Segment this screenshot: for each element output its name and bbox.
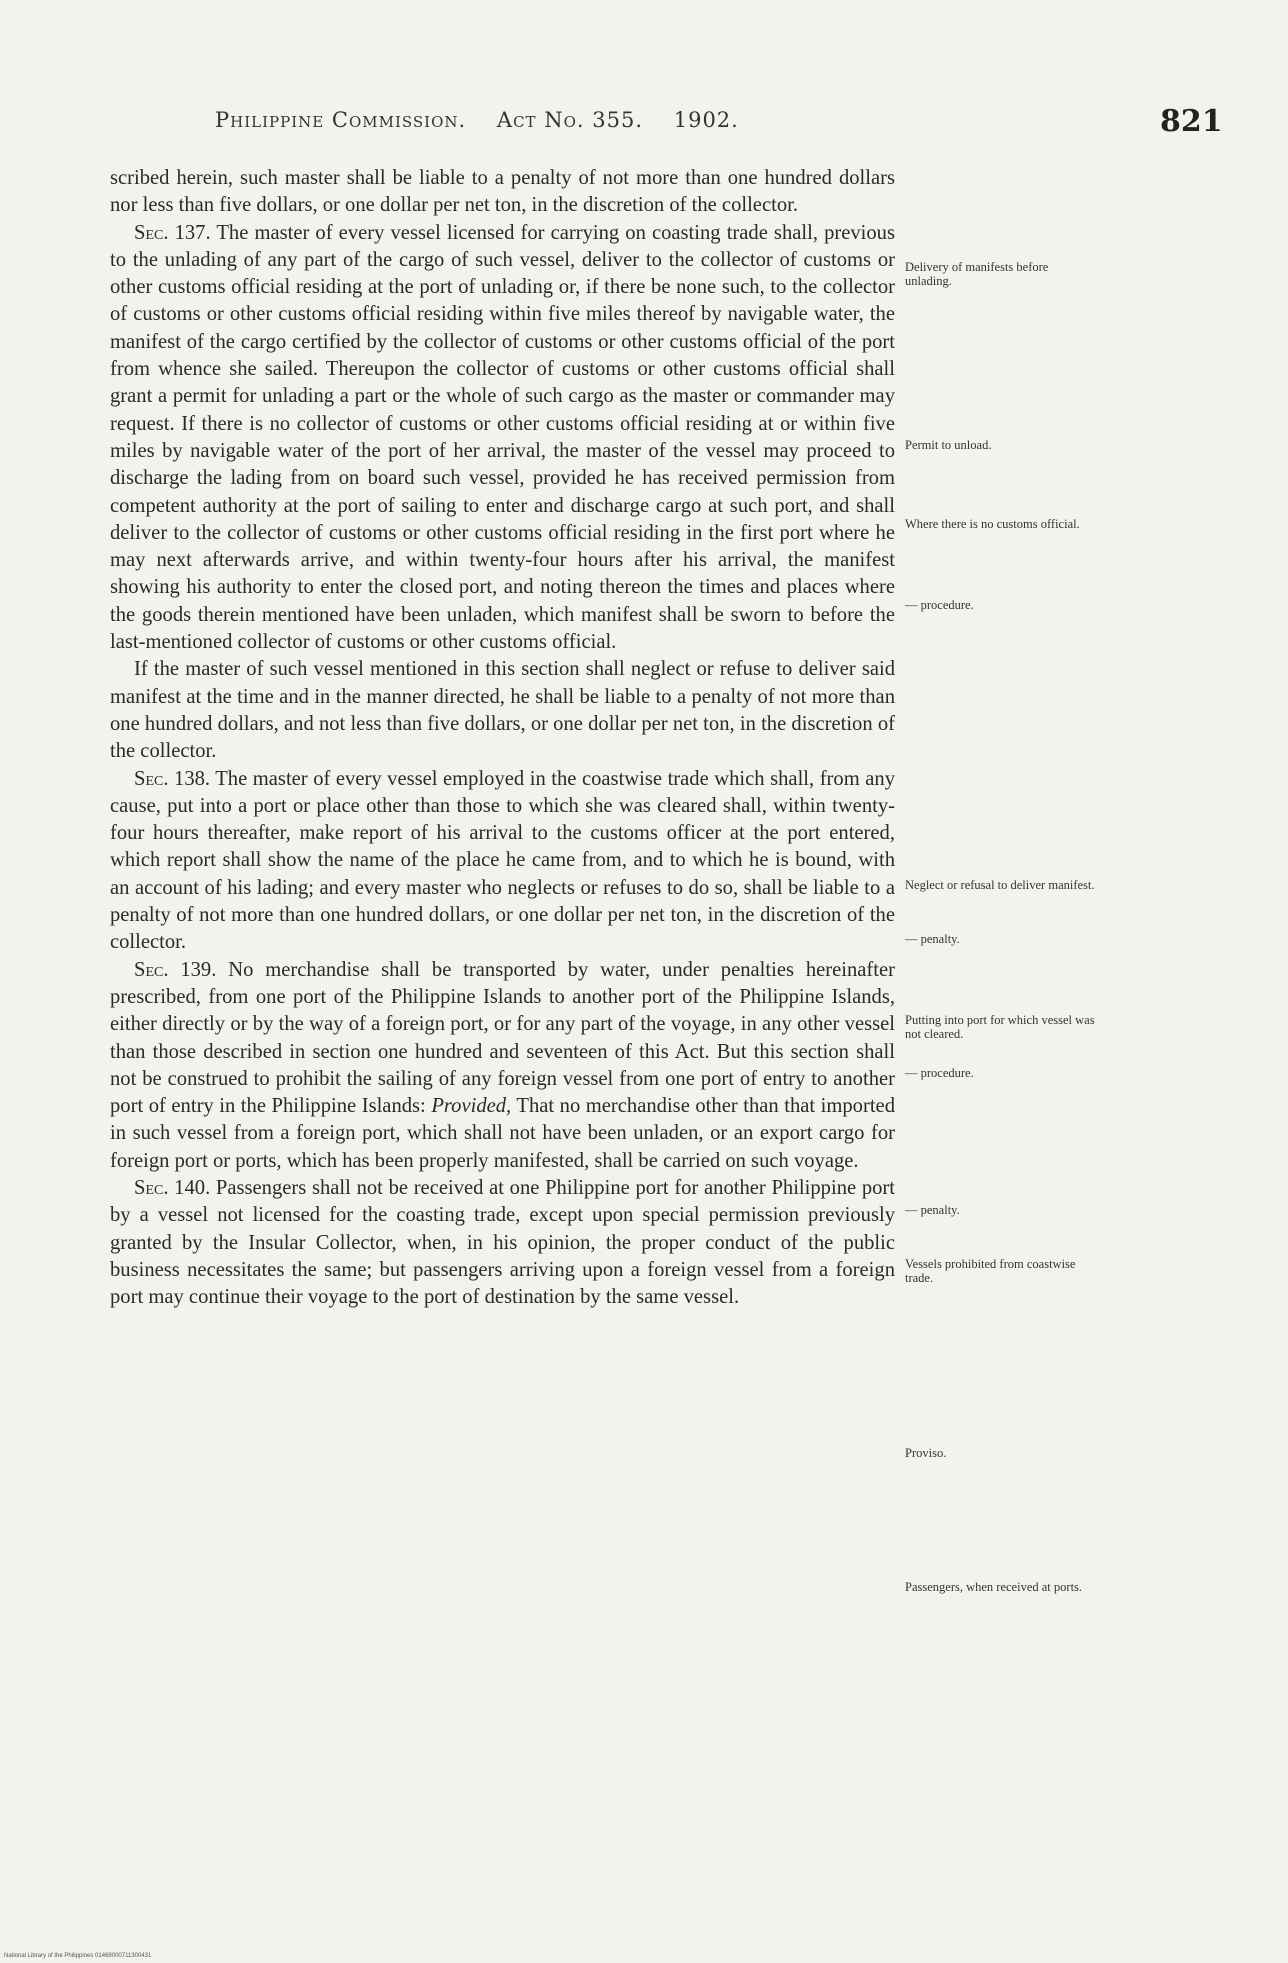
header-year: 1902. [673,108,739,132]
margin-note: — penalty. [905,932,960,946]
section-138 [110,766,895,957]
section-label: Sec. 139. [134,958,217,981]
margin-note: Where there is no customs official. [905,517,1080,531]
scan-footer: National Library of the Philippines 01469000711300431 [4,1953,152,1959]
margin-note: — procedure. [905,598,974,612]
section-label: Sec. 140. [134,1176,211,1199]
header-act: Act No. 355. [496,108,644,132]
section-text: No merchandise shall be transported by water, under penalties hereinafter prescribed, from one port of the Philippine Islands to another port of the Philippine Islands, either directly or by the way of a foreign port, or for any part of the voyage, in any other vessel than those described in section one hundred and seventeen of this Act. But this section shall not be construed to prohibit the sailing of any foreign vessel from one port of entry to another port of entry in the Philippine Islands: [110,958,895,1118]
margin-note: Proviso. [905,1446,947,1460]
header-title: Philippine Commission. [215,108,467,132]
margin-note: — penalty. [905,1203,960,1217]
margin-note: Passengers, when received at ports. [905,1580,1083,1594]
section-140 [110,1175,895,1311]
provided-italic: Provided, [431,1095,512,1118]
section-text: The master of every vessel licensed for carrying on coasting trade shall, previous to the unlading of any part of the cargo of such vessel, deliver to the collector of customs or other customs official residing at the port of unlading or, if there be none such, to the collector of customs or other customs official residing within five miles thereof by navigable water, the manifest of the cargo certified by the collector of customs or other customs official of the port from whence she sailed. Thereupon the collector of customs or other customs official shall grant a permit for unlading a part or the whole of such cargo as the master or commander may request. If there is no collector of customs or other customs official residing at or within five miles by navigable water of the port of her arrival, the master of the vessel may proceed to discharge the lading from on board such vessel, provided he has received permission from competent authority at the port of sailing to enter and discharge cargo at such port, and shall deliver to the collector of customs or other customs official residing in the first port where he may next afterwards arrive, and within twenty-four hours after his arrival, the manifest showing his authority to enter the closed port, and noting thereon the times and places where the goods therein mentioned have been unladen, which manifest shall be sworn to before the last-mentioned collector of customs or other customs official. [110,221,895,654]
margin-note: — procedure. [905,1066,974,1080]
margin-note: Permit to unload. [905,438,992,452]
paragraph-neglect: If the master of such vessel mentioned in this section shall neglect or refuse to deliver said manifest at the time and in the manner directed, he shall be liable to a penalty of not more than one hundred dollars, and not less than five dollars, or one dollar per net ton, in the discretion of the collector. [110,658,895,763]
section-text: That no merchandise other than that imported in such vessel from a foreign port, which shall not have been unladen, or an export cargo for foreign port or ports, which has been properly manifested, shall be carried on such voyage. [110,1095,895,1172]
margin-note: Delivery of manifests before unlading. [905,260,1049,288]
section-text: The master of every vessel employed in the coastwise trade which shall, from any cause, put into a port or place other than those to which she was cleared shall, within twenty-four hours thereafter, make report of his arrival to the customs officer at the port entered, which report shall show the name of the place he came from, and to which he is bound, with an account of his lading; and every master who neglects or refuses to do so, shall be liable to a penalty of not more than one hundred dollars, or one dollar per net ton, in the discretion of the collector. [110,767,895,954]
paragraph-continuation: scribed herein, such master shall be liable to a penalty of not more than one hundred dollars nor less than five dollars, or one dollar per net ton, in the discretion of the collector. [110,167,895,217]
section-139 [110,957,895,1175]
body-text [110,165,895,1311]
section-label: Sec. 137. [134,221,211,244]
margin-note: Neglect or refusal to deliver manifest. [905,878,1095,892]
running-header [215,108,1045,132]
margin-note: Vessels prohibited from coastwise trade. [905,1257,1076,1285]
section-137 [110,220,895,657]
margin-note: Putting into port for which vessel was not cleared. [905,1013,1095,1041]
section-label: Sec. 138. [134,767,211,790]
page-number: 821 [1160,104,1223,139]
section-text: Passengers shall not be received at one Philippine port for another Philippine port by a vessel not licensed for the coasting trade, except upon special permission previously granted by the Insular Collector, when, in his opinion, the proper conduct of the public business necessitates the same; but passengers arriving upon a foreign vessel from a foreign port may continue their voyage to the port of destination by the same vessel. [110,1176,895,1309]
